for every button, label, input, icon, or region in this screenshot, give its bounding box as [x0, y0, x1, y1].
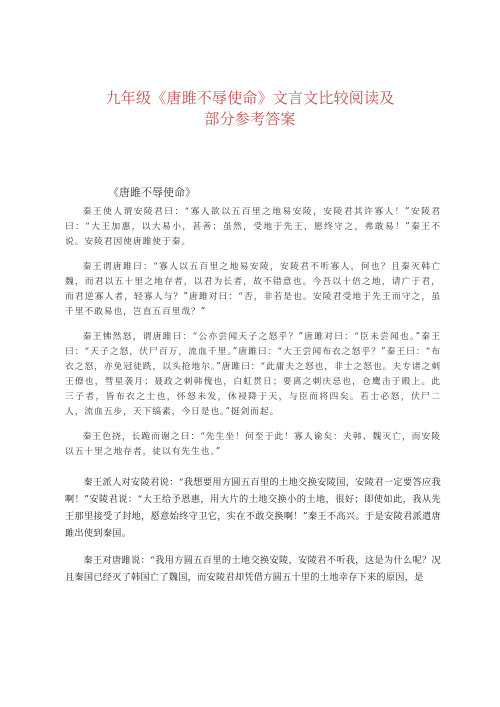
section-subtitle: 《唐雎不辱使命》 — [108, 186, 196, 199]
translation-paragraph-1: 秦王派人对安陵君说：“我想要用方圆五百里的土地交换安陵国，安陵君一定要答应我啊！”安陵君说：“大王给予恩惠，用大片的土地交换小的土地，很好；即使如此，我从先王那里接受了封地，愿意始终守卫它，实在不敢交换啊！”秦王不高兴。于是安陵君派遣唐雎出使到秦国。 — [65, 477, 441, 539]
title-line-2: 部分参考答案 — [204, 110, 296, 128]
classical-paragraph-4: 秦王色挠，长跪而谢之曰：“先生坐！何至于此！寡人谕矣：夫韩、魏灭亡，而安陵以五十里之地存者，徒以有先生也。” — [65, 432, 441, 457]
classical-paragraph-2: 秦王谓唐雎曰：“寡人以五百里之地易安陵，安陵君不听寡人，何也？且秦灭韩亡魏，而君以五十里之地存者，以君为长者，故不错意也。今吾以十倍之地，请广于君，而君逆寡人者，轻寡人与？”唐雎对曰：“否，非若是也。安陵君受地于先王而守之，虽千里不敢易也，岂直五百里哉？” — [65, 262, 441, 317]
classical-paragraph-1: 秦王使人谓安陵君曰：“寡人欲以五百里之地易安陵，安陵君其许寡人！”安陵君曰：“大王加惠，以大易小，甚善；虽然，受地于先王，愿终守之，弗敢易！”秦王不说。安陵君因使唐雎使于秦。 — [65, 207, 441, 247]
document-body — [65, 205, 441, 596]
classical-paragraph-3: 秦王怫然怒，谓唐雎曰：“公亦尝闻天子之怒乎？”唐雎对曰：“臣未尝闻也。”秦王曰：“天子之怒，伏尸百万，流血千里。”唐雎曰：“大王尝闻布衣之怒乎？”秦王曰：“布衣之怒，亦免冠徒跣，以头抢地尔。”唐雎曰：“此庸夫之怒也，非士之怒也。夫专诸之刺王僚也，彗星袭月；聂政之刺韩傀也，白虹贯日；要离之刺庆忌也，仓鹰击于殿上。此三子者，皆布衣之士也，怀怒未发，休祲降于天，与臣而将四矣。若士必怒，伏尸二人，流血五步，天下缟素，今日是也。”挺剑而起。 — [65, 332, 441, 417]
document-title — [60, 88, 440, 130]
translation-paragraph-2: 秦王对唐雎说：“我用方圆五百里的土地交换安陵，安陵君不听我，这是为什么呢？况且秦国已经灭了韩国亡了魏国，而安陵君却凭借方圆五十里的土地幸存下来的原因，是 — [65, 555, 441, 583]
title-line-1: 九年级《唐雎不辱使命》文言文比较阅读及 — [105, 89, 395, 107]
